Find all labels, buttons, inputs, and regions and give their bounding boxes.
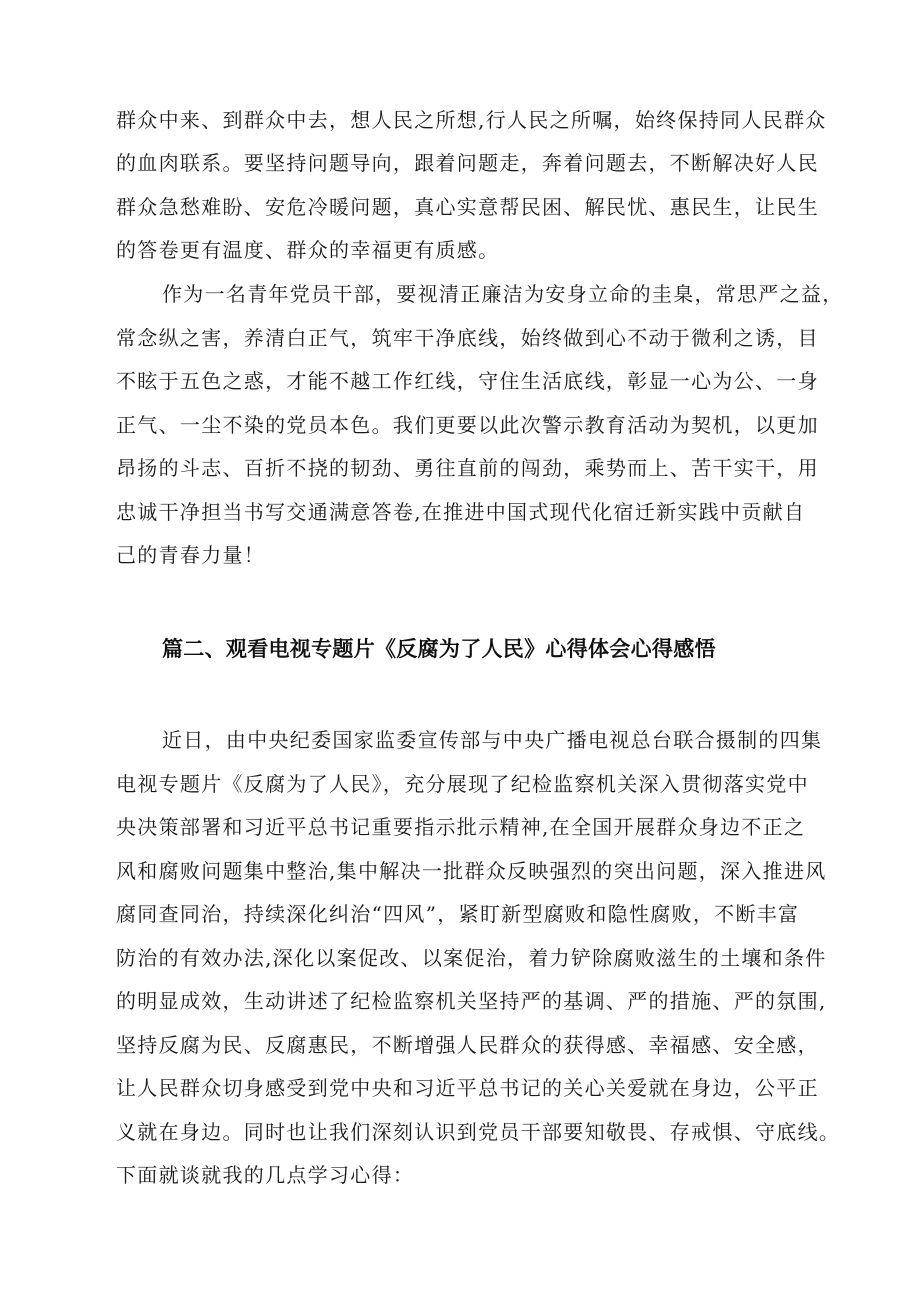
paragraph-line: 己的青春力量！ — [116, 543, 266, 567]
paragraph-line: 让人民群众切身感受到党中央和习近平总书记的关心关爱就在身边，公平正 — [116, 1076, 819, 1100]
paragraph-line: 下面就谈就我的几点学习心得： — [116, 1163, 415, 1187]
paragraph-line: 昂扬的斗志、百折不挠的韧劲、勇往直前的闯劲，乘势而上、苦干实干，用 — [116, 456, 819, 480]
paragraph-line: 坚持反腐为民、反腐惠民，不断增强人民群众的获得感、幸福感、安全感， — [116, 1033, 819, 1057]
paragraph-line: 群众中来、到群众中去，想人民之所想,行人民之所嘱，始终保持同人民群众 — [116, 108, 827, 132]
paragraph-line: 的答卷更有温度、群众的幸福更有质感。 — [116, 238, 500, 262]
section-heading: 篇二、观看电视专题片《反腐为了人民》心得体会心得感悟 — [162, 637, 716, 661]
paragraph-line: 常念纵之害，养清白正气，筑牢干净底线，始终做到心不动于微利之诱，目 — [116, 326, 819, 350]
paragraph-line: 的血肉联系。要坚持问题导向，跟着问题走，奔着问题去，不断解决好人民 — [116, 151, 819, 175]
paragraph-line: 不眩于五色之惑，才能不越工作红线，守住生活底线，彰显一心为公、一身 — [116, 369, 819, 393]
paragraph-line: 作为一名青年党员干部，要视清正廉洁为安身立命的圭臬，常思严之益， — [162, 282, 844, 306]
paragraph-line: 的明显成效，生动讲述了纪检监察机关坚持严的基调、严的措施、严的氛围, — [116, 989, 827, 1013]
paragraph-line: 腐同查同治，持续深化纠治“四风”，紧盯新型腐败和隐性腐败，不断丰富 — [116, 902, 800, 926]
paragraph-line: 群众急愁难盼、安危冷暖问题，真心实意帮民困、解民忧、惠民生，让民生 — [116, 195, 819, 219]
paragraph-line: 近日，由中央纪委国家监委宣传部与中央广播电视总台联合摄制的四集 — [162, 728, 823, 752]
paragraph-line: 央决策部署和习近平总书记重要指示批示精神,在全国开展群众身边不正之 — [116, 815, 806, 839]
paragraph-line: 义就在身边。同时也让我们深刻认识到党员干部要知敬畏、存戒惧、守底线。 — [116, 1120, 841, 1144]
paragraph-line: 忠诚干净担当书写交通满意答卷,在推进中国式现代化宿迁新实践中贡献自 — [116, 500, 806, 524]
paragraph-line: 电视专题片《反腐为了人民》，充分展现了纪检监察机关深入贯彻落实党中 — [116, 772, 809, 796]
paragraph-line: 防治的有效办法,深化以案促改、以案促治，着力铲除腐败滋生的土壤和条件 — [116, 946, 827, 970]
paragraph-line: 正气、一尘不染的党员本色。我们更要以此次警示教育活动为契机，以更加 — [116, 413, 819, 437]
paragraph-line: 风和腐败问题集中整治,集中解决一批群众反映强烈的突出问题，深入推进风 — [116, 859, 827, 883]
